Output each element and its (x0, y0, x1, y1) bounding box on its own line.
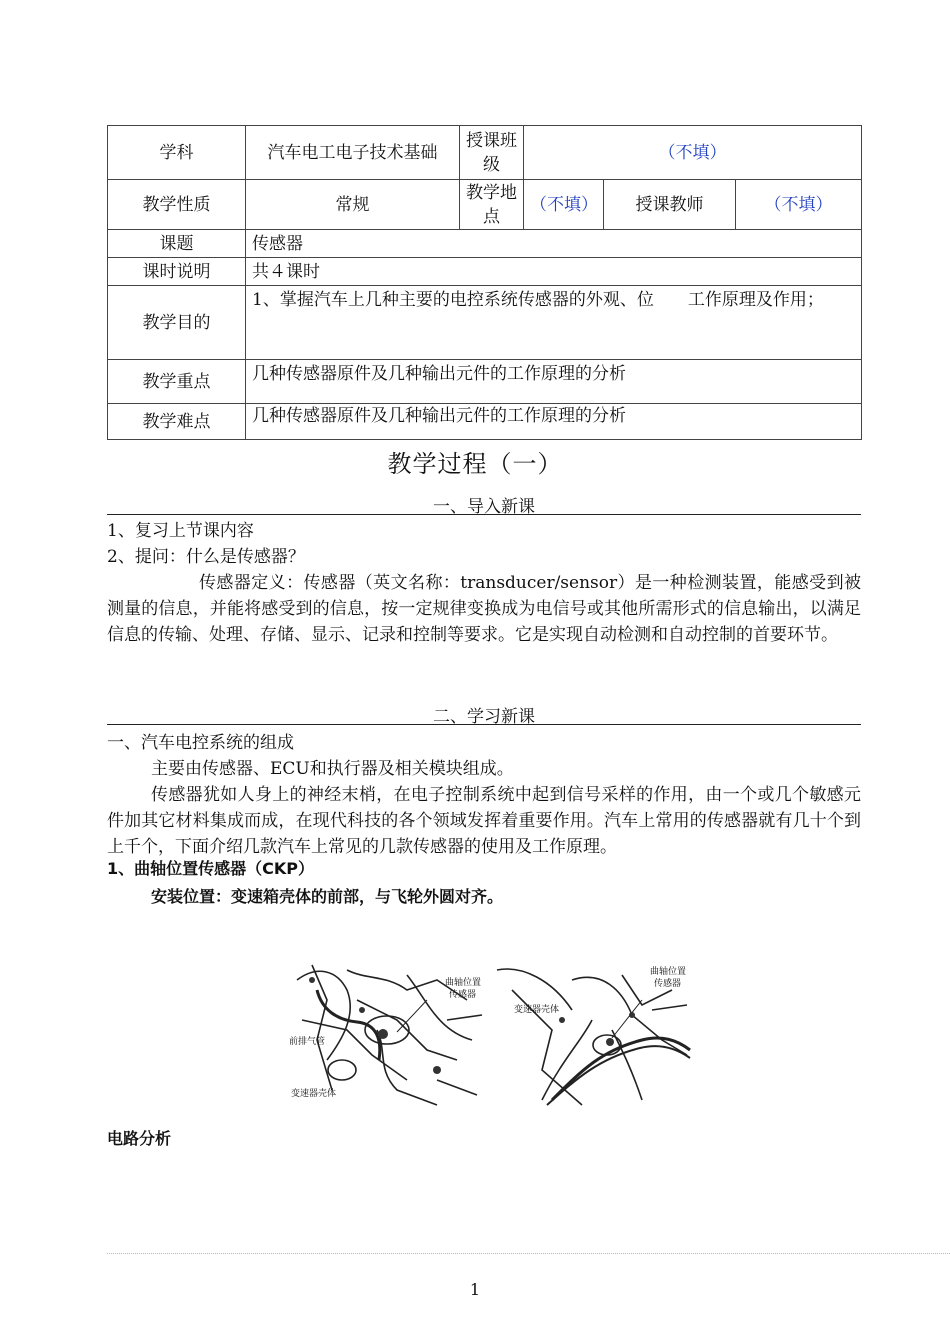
nature-value: 常规 (246, 180, 460, 230)
goal-value: 1、掌握汽车上几种主要的电控系统传感器的外观、位 工作原理及作用； (246, 286, 862, 360)
table-row (108, 258, 862, 286)
key-label: 教学重点 (108, 360, 246, 404)
ckp-install-location: 安装位置：变速箱壳体的前部，与飞轮外圆对齐。 (151, 887, 504, 906)
table-row (108, 180, 862, 230)
subsection-title: 一、汽车电控系统的组成 (107, 733, 294, 753)
question-item: 2、提问：什么是传感器？ (107, 547, 305, 567)
fig-left-label-exhaust: 前排气管 (289, 1037, 326, 1047)
table-row (108, 286, 862, 360)
section1-rule (107, 514, 861, 515)
lesson-info-table (107, 125, 862, 440)
circuit-analysis-heading: 电路分析 (107, 1129, 172, 1148)
composition-text: 主要由传感器、ECU和执行器及相关模块组成。 (151, 759, 514, 779)
class-label: 授课班级 (460, 126, 524, 180)
ckp-title: 1、曲轴位置传感器（CKP） (107, 859, 315, 878)
description-paragraph: 传感器犹如人身上的神经末梢，在电子控制系统中起到信号采样的作用，由一个或几个敏感元件加其它材料集成而成，在现代科技的各个领域发挥着重要作用。汽车上常用的传感器就有几十个到上千个，下面介绍几款汽车上常见的几款传感器的使用及工作原理。 (107, 785, 861, 857)
section1-heading: 一、导入新课 (433, 497, 535, 517)
fig-left-label-sensor-2: 传感器 (449, 990, 477, 1000)
teacher-label: 授课教师 (604, 180, 736, 230)
review-item: 1、复习上节课内容 (107, 521, 254, 541)
table-row (108, 230, 862, 258)
engine-drawing-left (287, 960, 487, 1110)
page-number: 1 (469, 1280, 481, 1299)
nature-label: 教学性质 (108, 180, 246, 230)
fig-right-label-sensor-2: 传感器 (654, 979, 682, 989)
fig-right-label-housing: 变速器壳体 (514, 1005, 560, 1015)
table-row (108, 126, 862, 180)
subject-label: 学科 (108, 126, 246, 180)
goal-label: 教学目的 (108, 286, 246, 360)
topic-label: 课题 (108, 230, 246, 258)
location-label: 教学地点 (460, 180, 524, 230)
ckp-location-figure-left (287, 960, 487, 1110)
subject-value: 汽车电工电子技术基础 (246, 126, 460, 180)
teacher-value: （不填） (736, 180, 862, 230)
fig-left-label-sensor-1: 曲轴位置 (445, 978, 482, 988)
table-row (108, 404, 862, 440)
fig-left-label-housing: 变速器壳体 (291, 1089, 337, 1099)
section2-rule (107, 724, 861, 725)
table-row (108, 360, 862, 404)
engine-drawing-right (492, 960, 692, 1110)
process-title: 教学过程（一） (387, 450, 563, 478)
section2-heading: 二、学习新课 (433, 707, 535, 727)
footer-rule (107, 1253, 950, 1254)
topic-value: 传感器 (246, 230, 862, 258)
definition-paragraph: 传感器定义：传感器（英文名称：transducer/sensor）是一种检测装置，能感受到被测量的信息，并能将感受到的信息，按一定规律变换成为电信号或其他所需形式的信息输出，以满足信息的传输、处理、存储、显示、记录和控制等要求。它是实现自动检测和自动控制的首要环节。 (107, 573, 861, 645)
ckp-location-figure-right (492, 960, 692, 1110)
difficulty-value: 几种传感器原件及几种输出元件的工作原理的分析 (246, 404, 862, 440)
class-value: （不填） (524, 126, 862, 180)
difficulty-label: 教学难点 (108, 404, 246, 440)
hours-label: 课时说明 (108, 258, 246, 286)
key-value: 几种传感器原件及几种输出元件的工作原理的分析 (246, 360, 862, 404)
location-value: （不填） (524, 180, 604, 230)
hours-value: 共４课时 (246, 258, 862, 286)
fig-right-label-sensor-1: 曲轴位置 (650, 967, 687, 977)
